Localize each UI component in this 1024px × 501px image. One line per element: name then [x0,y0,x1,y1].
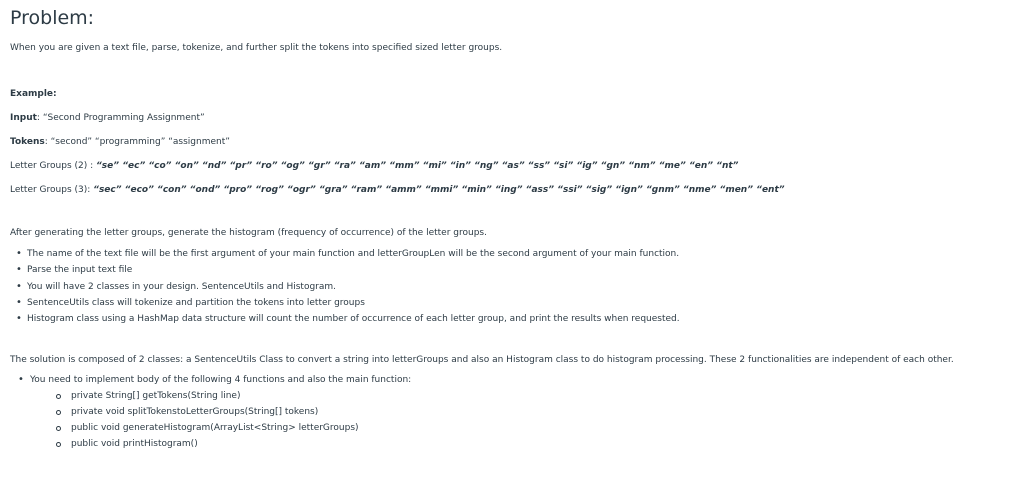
tokens-value: : “second” “programming” “assignment” [44,137,230,147]
list-item: • Histogram class using a HashMap data structure will count the number of occurrence of each letter group, and print the results when requested. [10,313,1014,325]
letter-groups-2-value: “se” “ec” “co” “on” “nd” “pr” “ro” “og” “gr” “ra” “am” “mm” “mi” “in” “ng” “as” “ss” “si” “ig” “gn” “nm” “me” “en” “nt” [96,161,739,171]
function-item: private String[] getTokens(String line) [30,390,1014,402]
tokens-label: Tokens [10,137,45,147]
input-value: : “Second Programming Assignment” [36,113,205,123]
function-item: public void generateHistogram(ArrayList<String> letterGroups) [30,422,1014,434]
input-line [10,112,1014,124]
intro-paragraph: When you are given a text file, parse, tokenize, and further split the tokens into specified sized letter groups. [10,43,503,53]
letter-groups-2-label: Letter Groups (2) : [10,161,94,171]
input-label: Input [10,113,37,123]
example-heading: Example: [10,89,57,99]
letter-groups-3-label: Letter Groups (3): [10,185,91,195]
list-item [10,374,1014,450]
histogram-paragraph: After generating the letter groups, generate the histogram (frequency of occurrence) of the letter groups. [10,228,487,238]
list-item: • Parse the input text file [10,264,1014,276]
requirements-list [10,248,1014,325]
implementation-text: You need to implement body of the following 4 functions and also the main function: [30,375,412,386]
list-item: • The name of the text file will be the first argument of your main function and letterGroupLen will be the second argument of your main function. [10,248,1014,260]
functions-list [30,390,1014,450]
letter-groups-3-value: “sec” “eco” “con” “ond” “pro” “rog” “ogr” “gra” “ram” “amm” “mmi” “min” “ing” “ass” “ssi” “sig” “ign” “gnm” “nme” “men” “ent” [93,185,785,195]
function-item: public void printHistogram() [30,438,1014,450]
list-item: • SentenceUtils class will tokenize and partition the tokens into letter groups [10,297,1014,309]
solution-paragraph: The solution is composed of 2 classes: a SentenceUtils Class to convert a string into letterGroups and also an Histogram class to do histogram processing. These 2 functionalities are independent of each other. [10,355,954,366]
function-item: private void splitTokenstoLetterGroups(String[] tokens) [30,406,1014,418]
page-title: Problem: [10,7,95,29]
letter-groups-3-line [10,184,1014,196]
list-item: • You will have 2 classes in your design. SentenceUtils and Histogram. [10,281,1014,293]
tokens-line [10,136,1014,148]
implementation-list [10,374,1014,450]
letter-groups-2-line [10,160,1014,172]
